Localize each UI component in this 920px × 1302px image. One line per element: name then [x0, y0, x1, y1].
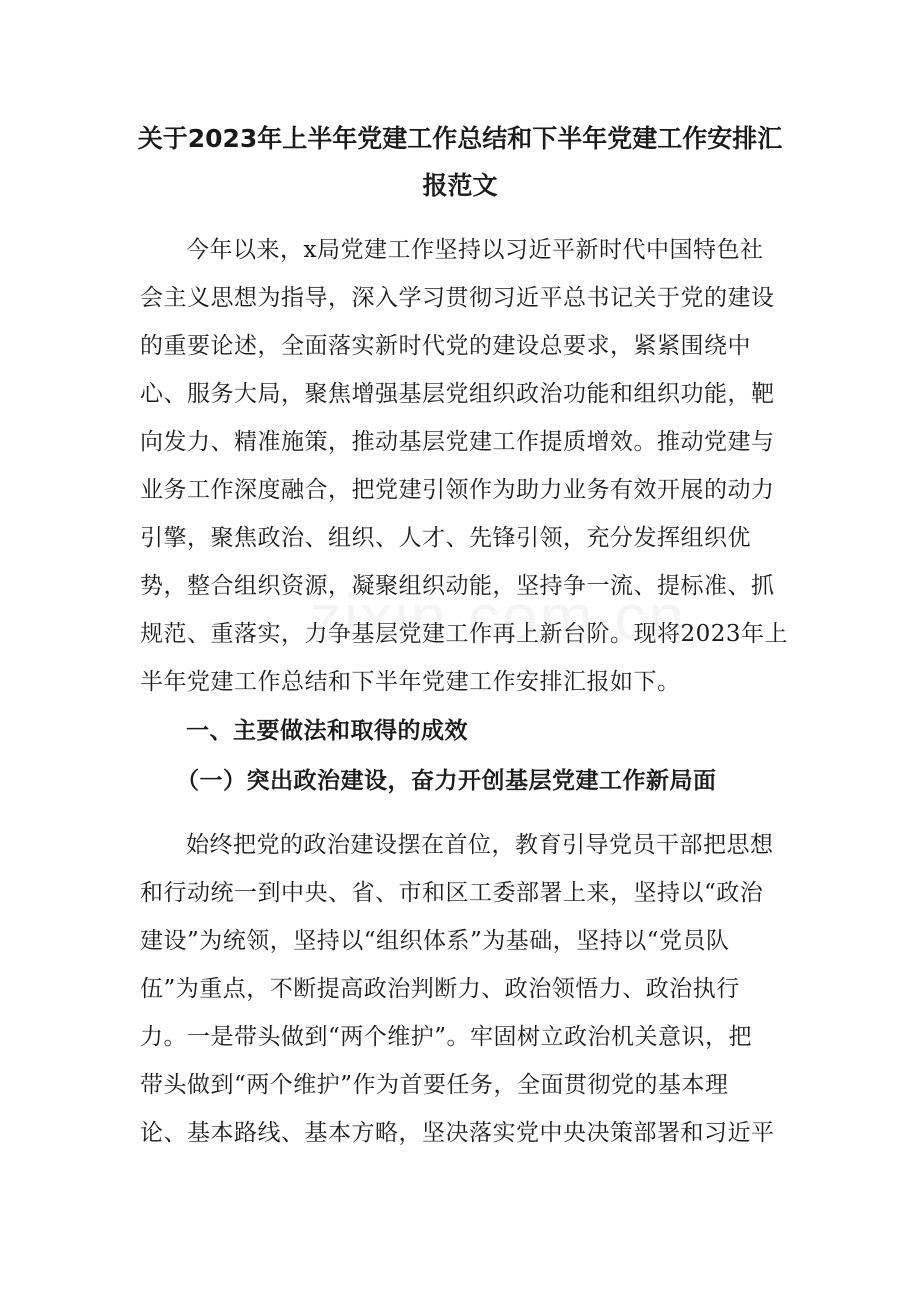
paragraph-line: 向发力、精准施策，推动基层党建工作提质增效。推动党建与 [140, 429, 775, 455]
paragraph-line: 心、服务大局，聚焦增强基层党组织政治功能和组织功能，靶 [140, 381, 775, 407]
document-title-line-2: 报范文 [422, 171, 498, 200]
paragraph-line: 会主义思想为指导，深入学习贯彻习近平总书记关于党的建设 [140, 285, 775, 311]
paragraph-line: 业务工作深度融合，把党建引领作为助力业务有效开展的动力 [140, 477, 775, 503]
paragraph-line: 伍”为重点，不断提高政治判断力、政治领悟力、政治执行 [140, 976, 740, 1002]
paragraph-line: 规范、重落实，力争基层党建工作再上新台阶。现将2023年上 [140, 621, 789, 647]
document-title-line-1: 关于2023年上半年党建工作总结和下半年党建工作安排汇 [137, 124, 783, 153]
paragraph-line: 半年党建工作总结和下半年党建工作安排汇报如下。 [140, 669, 681, 695]
paragraph-line: 和行动统一到中央、省、市和区工委部署上来，坚持以“政治 [140, 880, 764, 906]
paragraph-line: 引擎，聚焦政治、组织、人才、先锋引领，充分发挥组织优 [140, 525, 751, 551]
paragraph-line: 的重要论述，全面落实新时代党的建设总要求，紧紧围绕中 [140, 333, 751, 359]
paragraph-line: 力。一是带头做到“两个维护”。牢固树立政治机关意识，把 [140, 1024, 753, 1050]
paragraph-line: 论、基本路线、基本方略，坚决落实党中央决策部署和习近平 [140, 1120, 775, 1146]
paragraph-line: 今年以来，x局党建工作坚持以习近平新时代中国特色社 [186, 237, 764, 263]
section-heading: 一、主要做法和取得的成效 [186, 718, 468, 744]
paragraph-line: 带头做到“两个维护”作为首要任务，全面贯彻党的基本理 [140, 1072, 729, 1098]
paragraph-line: 势，整合组织资源，凝聚组织动能，坚持争一流、提标准、抓 [140, 573, 775, 599]
subsection-heading: （一）突出政治建设，奋力开创基层党建工作新局面 [176, 768, 717, 794]
paragraph-line: 建设”为统领，坚持以“组织体系”为基础，坚持以“党员队 [140, 928, 730, 954]
paragraph-line: 始终把党的政治建设摆在首位，教育引导党员干部把思想 [186, 832, 774, 858]
